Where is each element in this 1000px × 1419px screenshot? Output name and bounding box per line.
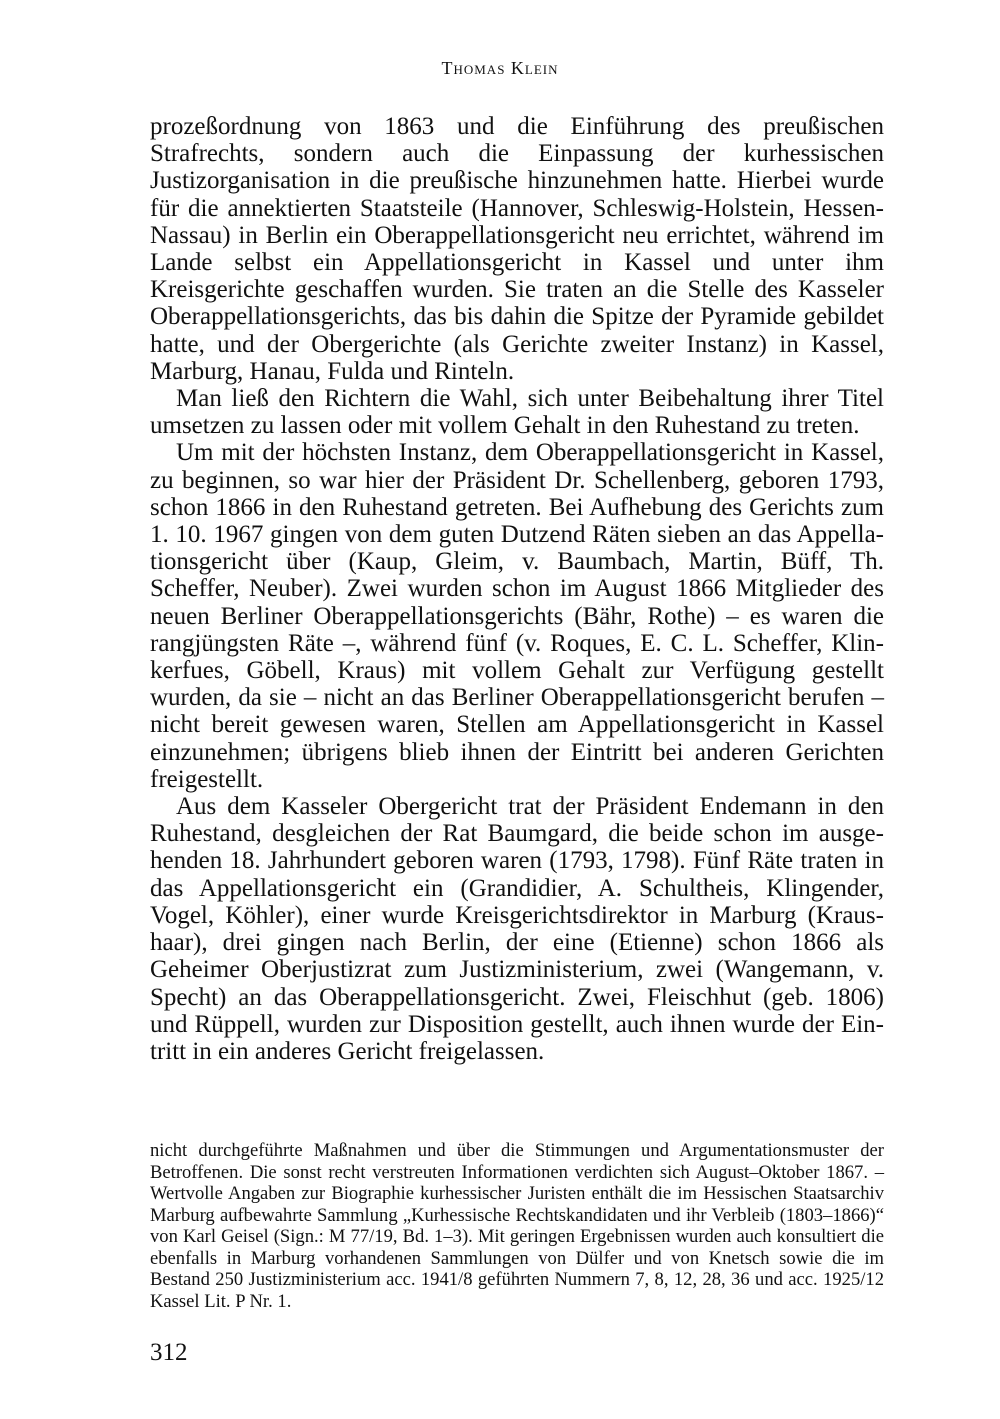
paragraph-3: Um mit der höchsten Instanz, dem Oberappellationsgericht in Kassel, zu beginnen, so war hier der Präsident Dr. Schellenberg, geboren 1793, schon 1866 in den Ruhestand getreten. Bei Aufhebung des Gerichts zum 1. 10. 1967 gingen von dem guten Dutzend Räten sieben an das Appellationsgericht über (Kaup, Gleim, v. Baumbach, Martin, Büff, Th. Scheffer, Neuber). Zwei wurden schon im August 1866 Mitglieder des neuen Berliner Oberappellationsgerichts (Bähr, Rothe) – es waren die rangjüngsten Räte –, während fünf (v. Roques, E. C. L. Scheffer, Klinkerfues, Göbell, Kraus) mit vollem Gehalt zur Verfügung gestellt wurden, da sie – nicht an das Berliner Oberappellationsgericht berufen – nicht bereit gewesen waren, Stellen am Appellationsgericht in Kassel einzunehmen; übrigens blieb ihnen der Eintritt bei anderen Gerichten freigestellt. [150,439,884,793]
body-text [150,113,884,1065]
paragraph-2: Man ließ den Richtern die Wahl, sich unter Beibehaltung ihrer Titel umsetzen zu lassen oder mit vollem Gehalt in den Ruhestand zu treten. [150,385,884,440]
paragraph-4: Aus dem Kasseler Obergericht trat der Präsident Endemann in den Ruhestand, desgleichen der Rat Baumgard, die beide schon im ausgehenden 18. Jahrhundert geboren waren (1793, 1798). Fünf Räte traten in das Appellationsgericht ein (Grandidier, A. Schultheis, Klingender, Vogel, Köhler), einer wurde Kreisgerichtsdirektor in Marburg (Kraushaar), drei gingen nach Berlin, der eine (Etienne) schon 1866 als Geheimer Oberjustizrat zum Justizministerium, zwei (Wangemann, v. Specht) an das Oberappellationsgericht. Zwei, Fleischhut (geb. 1806) und Rüppell, wurden zur Disposition gestellt, auch ihnen wurde der Eintritt in ein anderes Gericht freigelassen. [150,793,884,1065]
footnote [150,1140,884,1312]
running-head: Thomas Klein [441,58,559,78]
paragraph-1: prozeßordnung von 1863 und die Einführung des preußischen Strafrechts, sondern auch die Einpassung der kurhessischen Justizorganisation in die preußische hinzunehmen hatte. Hierbei wurde für die annektierten Staatsteile (Hannover, Schleswig-Holstein, Hessen-Nassau) in Berlin ein Oberappellationsgericht neu errichtet, während im Lande selbst ein Appellationsgericht in Kassel und unter ihm Kreisgerichte geschaffen wurden. Sie traten an die Stelle des Kasseler Oberappellationsgerichts, das bis dahin die Spitze der Pyramide gebildet hatte, und der Obergerichte (als Gerichte zweiter Instanz) in Kassel, Marburg, Hanau, Fulda und Rinteln. [150,113,884,385]
page-number: 312 [150,1339,188,1366]
footnote-text: nicht durchgeführte Maßnahmen und über die Stimmungen und Argumentationsmuster der Betroffenen. Die sonst recht verstreuten Informationen verdichten sich August–Oktober 1867. – Wertvolle Angaben zur Biographie kurhessischer Juristen enthält die im Hessischen Staatsarchiv Marburg aufbewahrte Sammlung „Kurhessische Rechtskandidaten und ihr Verbleib (1803–1866)“ von Karl Geisel (Sign.: M 77/19, Bd. 1–3). Mit geringen Ergebnissen wurden auch konsultiert die ebenfalls in Marburg vorhandenen Sammlungen von Dülfer und von Knetsch sowie die im Bestand 250 Justizministerium acc. 1941/8 geführten Nummern 7, 8, 12, 28, 36 und acc. 1925/12 Kassel Lit. P Nr. 1. [150,1140,884,1312]
